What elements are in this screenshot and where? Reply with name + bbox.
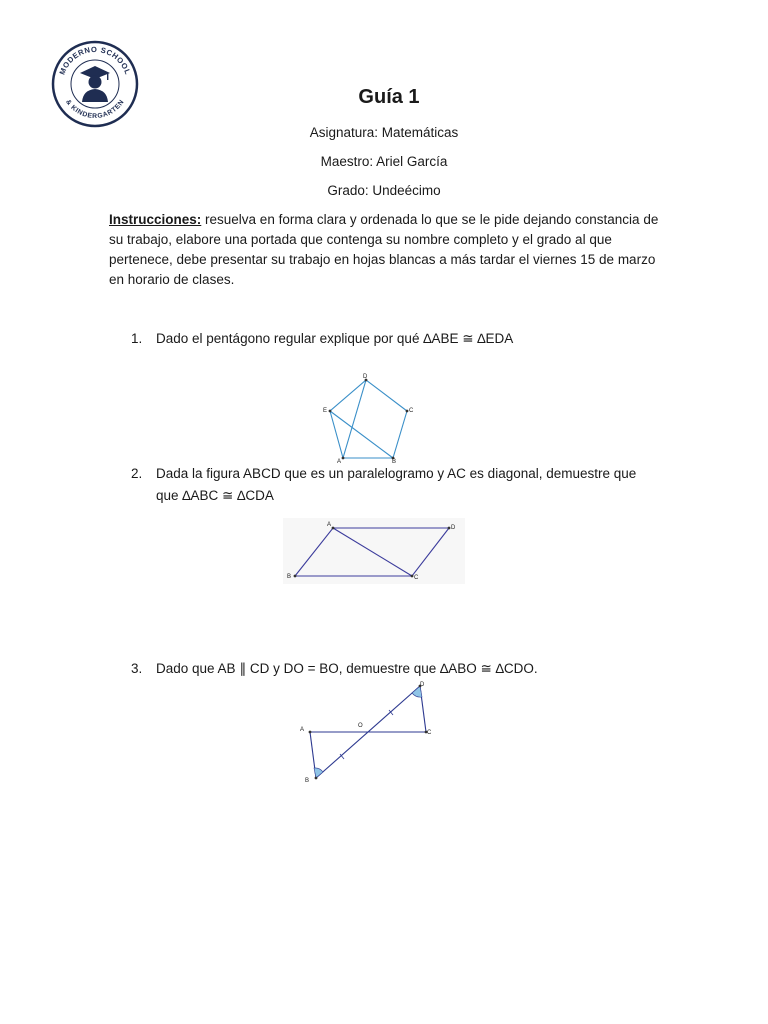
question-text: Dado el pentágono regular explique por qué ∆ABE ≅ ∆EDA: [156, 331, 514, 346]
question-1: [131, 328, 671, 350]
school-logo: [51, 40, 139, 128]
subject-line: Asignatura: Matemáticas: [309, 125, 459, 140]
pentagon-figure: [318, 370, 418, 464]
page-title: Guía 1: [358, 86, 420, 108]
parallel-label-C: C: [427, 730, 432, 736]
pentagon-label-E: E: [323, 408, 328, 414]
segment-DA: [343, 380, 366, 458]
parallel-lines-figure: [296, 676, 436, 790]
pentagon-label-D: D: [363, 374, 368, 380]
segment-EB: [330, 411, 393, 458]
logo-text-bottom: & KINDERGARTEN: [64, 98, 126, 121]
pentagon-label-C: C: [409, 408, 414, 414]
parallelogram-figure: [283, 518, 465, 584]
parallel-label-D: D: [420, 682, 425, 688]
parallel-label-O: O: [358, 723, 363, 729]
teacher-line: Maestro: Ariel García: [320, 154, 448, 169]
parallelogram-label-C: C: [414, 575, 419, 581]
question-number: 2.: [131, 466, 143, 481]
question-text: Dado que AB ∥ CD y DO = BO, demuestre que ∆ABO ≅ ∆CDO.: [156, 661, 538, 676]
parallelogram-label-A: A: [327, 522, 332, 528]
parallelogram-label-D: D: [451, 525, 456, 531]
instructions-label: Instrucciones:: [109, 212, 202, 227]
question-text-line1: Dada la figura ABCD que es un paralelogramo y AC es diagonal, demuestre que: [156, 466, 637, 481]
instructions-paragraph: [109, 210, 669, 290]
pentagon-label-A: A: [337, 459, 342, 464]
question-text-line2: que ∆ABC ≅ ∆CDA: [156, 488, 274, 503]
parallel-label-A: A: [300, 727, 305, 733]
instructions-text: resuelva en forma clara y ordenada lo que se le pide dejando constancia de su trabajo, elabore una portada que contenga su nombre completo y el grado al que pertenece, debe presentar su trabajo en hojas blancas a más tardar el viernes 15 de marzo en horario de clases.: [109, 212, 659, 287]
logo-text-top: MODERNO SCHOOL: [57, 44, 133, 76]
question-2: [131, 463, 671, 507]
parallelogram-label-B: B: [287, 574, 292, 580]
parallel-label-B: B: [305, 778, 310, 784]
pentagon-label-B: B: [392, 459, 397, 464]
question-number: 3.: [131, 661, 143, 676]
grade-line: Grado: Undeécimo: [327, 183, 441, 198]
question-number: 1.: [131, 331, 143, 346]
